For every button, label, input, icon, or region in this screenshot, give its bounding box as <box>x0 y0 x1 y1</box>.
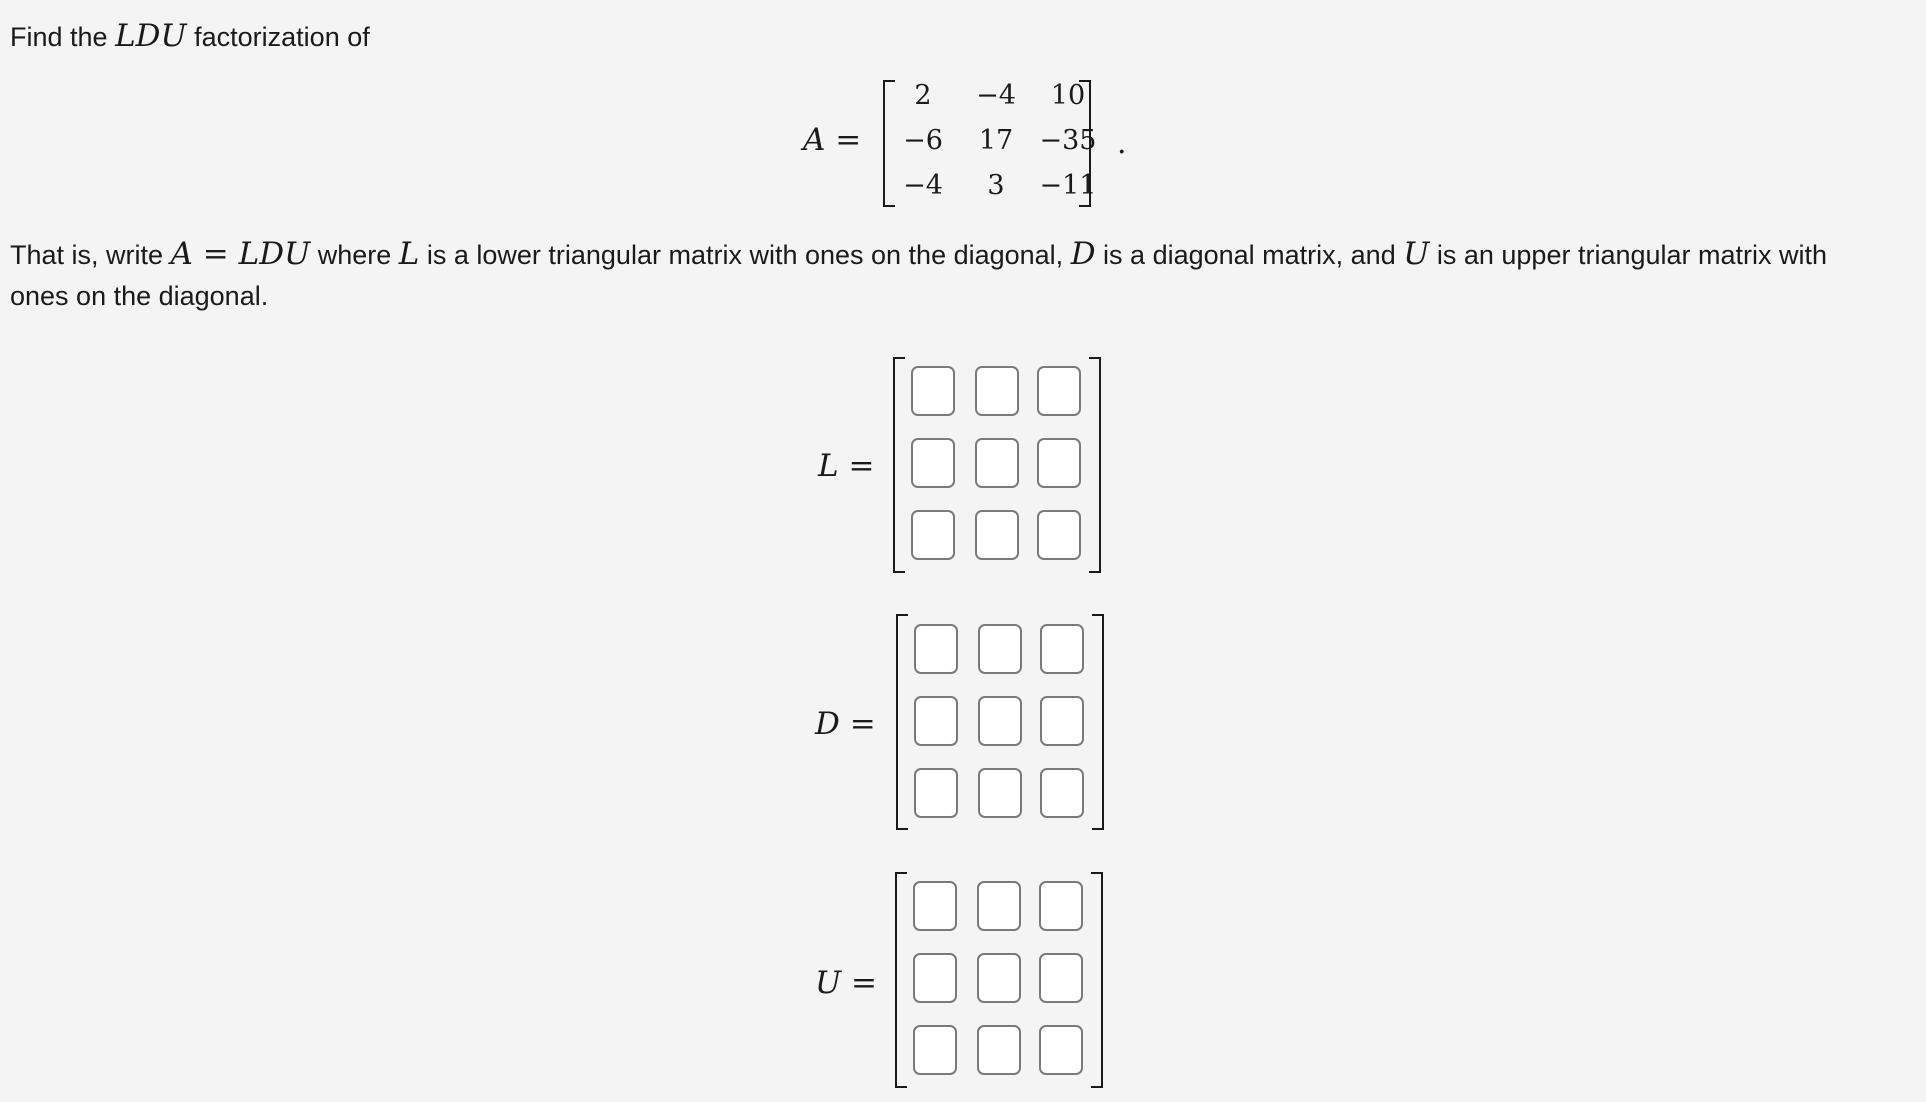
left-bracket <box>896 614 908 830</box>
right-bracket <box>1089 357 1101 573</box>
u-entry-input[interactable] <box>913 1025 957 1075</box>
d-entry-input[interactable] <box>1040 624 1084 674</box>
d-entry-input[interactable] <box>914 696 958 746</box>
u-entry-input[interactable] <box>977 953 1021 1003</box>
period: . <box>1117 126 1127 161</box>
d-entry-input[interactable] <box>1040 696 1084 746</box>
matrix-a-cell: 17 <box>978 125 1014 156</box>
matrix-a <box>883 80 1097 207</box>
matrix-a-cell: −11 <box>1039 170 1097 201</box>
u-entry-input[interactable] <box>977 881 1021 931</box>
d-entry-input[interactable] <box>978 768 1022 818</box>
u-entry-input[interactable] <box>977 1025 1021 1075</box>
intro-text: Find the LDU factorization of <box>10 18 370 54</box>
d-entry-input[interactable] <box>914 768 958 818</box>
l-entry-input[interactable] <box>1037 438 1081 488</box>
d-entry-input[interactable] <box>1040 768 1084 818</box>
d-entry-input[interactable] <box>978 696 1022 746</box>
l-matrix-label: L = <box>818 448 875 484</box>
u-entry-input[interactable] <box>913 881 957 931</box>
right-bracket <box>1091 872 1103 1088</box>
l-entry-input[interactable] <box>911 438 955 488</box>
matrix-a-cell: −35 <box>1039 125 1097 156</box>
u-entry-input[interactable] <box>1039 953 1083 1003</box>
l-entry-input[interactable] <box>911 366 955 416</box>
matrix-a-cell: −6 <box>903 125 943 156</box>
l-entry-input[interactable] <box>975 510 1019 560</box>
explanation-line-2: ones on the diagonal. <box>10 281 269 311</box>
u-entry-input[interactable] <box>1039 1025 1083 1075</box>
matrix-a-cell: −4 <box>976 80 1016 111</box>
left-bracket <box>895 872 907 1088</box>
d-matrix-label: D = <box>815 706 876 742</box>
matrix-a-cell: −4 <box>903 170 943 201</box>
matrix-a-label: A = <box>803 122 862 158</box>
matrix-a-cell: 2 <box>914 80 932 111</box>
left-bracket <box>893 357 905 573</box>
d-matrix-input <box>896 614 1104 830</box>
u-matrix-input <box>895 872 1103 1088</box>
l-entry-input[interactable] <box>1037 366 1081 416</box>
l-matrix-input <box>893 357 1101 573</box>
l-entry-input[interactable] <box>975 366 1019 416</box>
u-entry-input[interactable] <box>1039 881 1083 931</box>
d-entry-input[interactable] <box>914 624 958 674</box>
matrix-a-cell: 3 <box>987 170 1005 201</box>
matrix-a-cell: 10 <box>1050 80 1086 111</box>
u-entry-input[interactable] <box>913 953 957 1003</box>
u-matrix-label: U = <box>815 965 877 1001</box>
l-entry-input[interactable] <box>1037 510 1081 560</box>
l-entry-input[interactable] <box>975 438 1019 488</box>
explanation-line-1: That is, write A = LDU where L is a lower triangular matrix with ones on the diagonal, D is a diagonal matrix, and U is an upper triangular matrix with <box>10 236 1828 272</box>
right-bracket <box>1092 614 1104 830</box>
l-entry-input[interactable] <box>911 510 955 560</box>
d-entry-input[interactable] <box>978 624 1022 674</box>
